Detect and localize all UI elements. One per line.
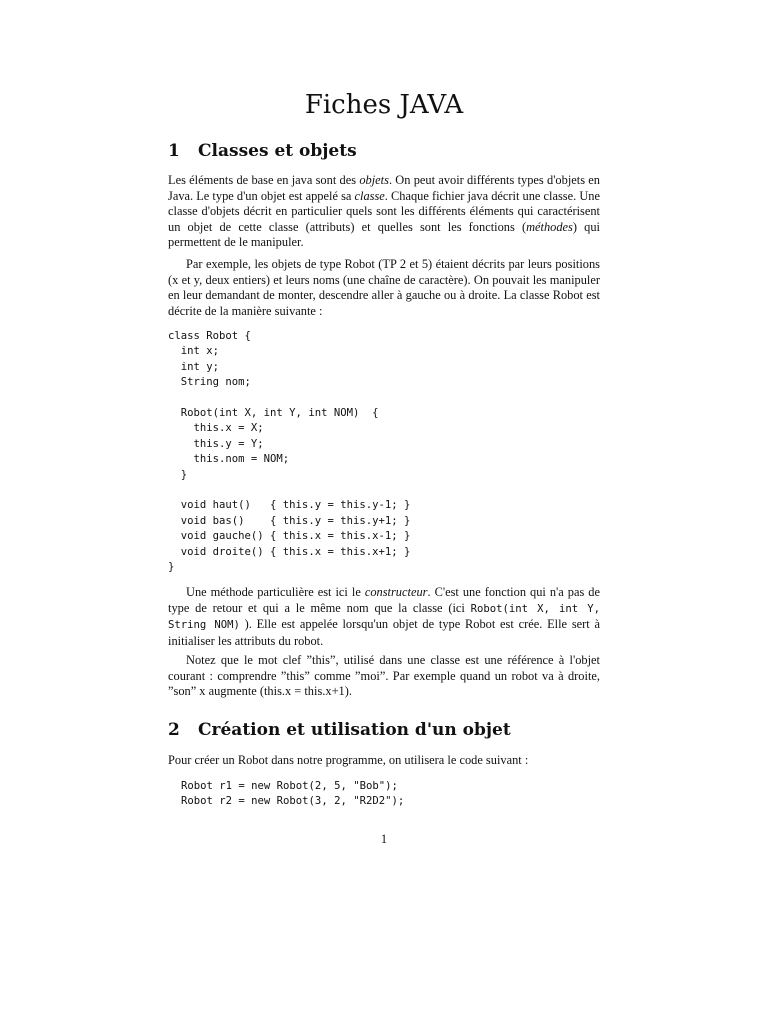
section-1-paragraph-1: Les éléments de base en java sont des objets. On peut avoir différents types d'objets en Java. Le type d'un objet est appelé sa classe. Chaque fichier java décrit une classe. Une classe d'objets décrit en particulier quels sont les différents éléments qui caractérisent un objet de cette classe (attributs) et quelles sont les fonctions (méthodes) qui permettent de le manipuler.: [168, 173, 601, 249]
page-number: 1: [380, 832, 388, 846]
section-1-title: Classes et objets: [198, 141, 357, 161]
term-constructeur: constructeur: [364, 585, 428, 599]
section-1-paragraph-4: Notez que le mot clef ”this”, utilisé dans une classe est une référence à l'objet courant : comprendre ”this” comme ”moi”. Par exemple quand un robot va à droite, ”son” x augmente (this.x = this.x+1).: [168, 653, 600, 698]
term-classe: classe: [354, 188, 385, 203]
section-1-number: 1: [168, 141, 180, 161]
constructor-signature-inline-code: Robot(int X, int Y, String NOM): [168, 602, 600, 631]
section-2-paragraph-1: Pour créer un Robot dans notre programme, on utilisera le code suivant :: [168, 753, 529, 767]
section-1-paragraph-2: Par exemple, les objets de type Robot (TP 2 et 5) étaient décrits par leurs positions (x et y, deux entiers) et leurs noms (une chaîne de caractère). On pouvait les manipuler en leur demandant de monter, descendre aller à gauche ou à droite. La classe Robot est décrite de la manière suivante :: [168, 257, 600, 318]
section-2-number: 2: [168, 720, 180, 740]
robot-class-code-block: class Robot { int x; int y; String nom; Robot(int X, int Y, int NOM) { this.x = X; this.y = Y; this.nom = NOM; } void haut() { this.y = this.y-1; } void bas() { this.y = this.y+1; } void gauche() { this.x = this.x-1; } void droite() { this.x = this.x+1; } }: [168, 330, 411, 574]
term-methodes: méthodes: [526, 219, 573, 234]
document-title: Fiches JAVA: [304, 90, 464, 120]
term-objets: objets: [359, 173, 389, 187]
section-2-heading: [168, 720, 511, 740]
section-2-title: Création et utilisation d'un objet: [198, 720, 511, 740]
section-1-heading: [168, 141, 357, 161]
robot-creation-code-block: Robot r1 = new Robot(2, 5, "Bob"); Robot r2 = new Robot(3, 2, "R2D2");: [181, 780, 405, 808]
section-1-paragraph-3: Une méthode particulière est ici le constructeur. C'est une fonction qui n'a pas de type de retour et qui a le même nom que la classe (ici Robot(int X, int Y, String NOM) ). Elle est appelée lorsqu'un objet de type Robot est crée. Elle sert à initialiser les attributs du robot.: [168, 585, 600, 648]
